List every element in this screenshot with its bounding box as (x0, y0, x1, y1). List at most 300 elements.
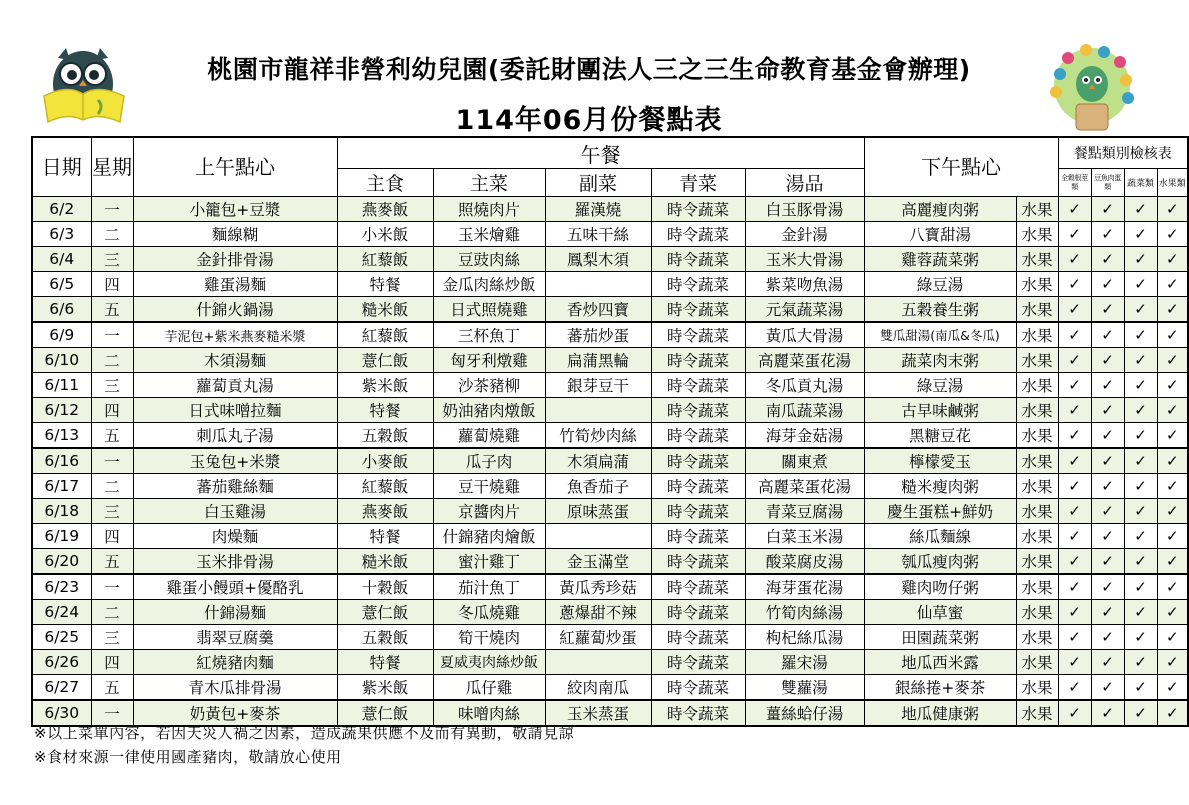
check-mark-cell: ✓ (1091, 322, 1124, 348)
main-dish-cell: 京醬肉片 (433, 499, 545, 524)
staple-cell: 糙米飯 (337, 297, 433, 323)
morning-snack-cell: 日式味噌拉麵 (133, 398, 337, 423)
side-dish-cell (545, 650, 651, 675)
staple-cell: 燕麥飯 (337, 499, 433, 524)
main-dish-cell: 玉米燴雞 (433, 222, 545, 247)
fruit-cell: 水果 (1016, 197, 1058, 222)
check-mark-cell: ✓ (1058, 398, 1091, 423)
afternoon-snack-cell: 雞蓉蔬菜粥 (864, 247, 1016, 272)
weekday-cell: 二 (91, 348, 133, 373)
table-row (32, 398, 1188, 423)
afternoon-snack-cell: 綠豆湯 (864, 373, 1016, 398)
main-dish-cell: 味噌肉絲 (433, 700, 545, 726)
morning-snack-cell: 雞蛋小饅頭+優酪乳 (133, 574, 337, 600)
morning-snack-cell: 翡翠豆腐羹 (133, 625, 337, 650)
soup-cell: 高麗菜蛋花湯 (745, 348, 864, 373)
table-row (32, 423, 1188, 449)
date-cell: 6/23 (32, 574, 91, 600)
table-row (32, 549, 1188, 575)
fruit-cell: 水果 (1016, 423, 1058, 449)
check-mark-cell: ✓ (1091, 625, 1124, 650)
main-dish-cell: 蘿蔔燒雞 (433, 423, 545, 449)
header-check-table: 餐點類別檢核表 (1058, 137, 1188, 169)
date-cell: 6/13 (32, 423, 91, 449)
side-dish-cell: 原味蒸蛋 (545, 499, 651, 524)
vegetable-cell: 時令蔬菜 (651, 373, 745, 398)
vegetable-cell: 時令蔬菜 (651, 574, 745, 600)
side-dish-cell: 鳳梨木須 (545, 247, 651, 272)
soup-cell: 薑絲蛤仔湯 (745, 700, 864, 726)
main-dish-cell: 冬瓜燒雞 (433, 600, 545, 625)
morning-snack-cell: 金針排骨湯 (133, 247, 337, 272)
soup-cell: 南瓜蔬菜湯 (745, 398, 864, 423)
check-mark-cell: ✓ (1157, 448, 1188, 474)
date-cell: 6/26 (32, 650, 91, 675)
vegetable-cell: 時令蔬菜 (651, 448, 745, 474)
morning-snack-cell: 芋泥包+紫米燕麥糙米漿 (133, 322, 337, 348)
check-mark-cell: ✓ (1157, 423, 1188, 449)
table-row (32, 322, 1188, 348)
date-cell: 6/20 (32, 549, 91, 575)
main-dish-cell: 豆豉肉絲 (433, 247, 545, 272)
weekday-cell: 一 (91, 322, 133, 348)
check-mark-cell: ✓ (1091, 348, 1124, 373)
check-mark-cell: ✓ (1058, 373, 1091, 398)
staple-cell: 薏仁飯 (337, 600, 433, 625)
fruit-cell: 水果 (1016, 373, 1058, 398)
check-mark-cell: ✓ (1157, 650, 1188, 675)
vegetable-cell: 時令蔬菜 (651, 222, 745, 247)
main-dish-cell: 瓜仔雞 (433, 675, 545, 701)
header-vegetable: 青菜 (651, 169, 745, 197)
staple-cell: 糙米飯 (337, 549, 433, 575)
check-mark-cell: ✓ (1124, 373, 1157, 398)
soup-cell: 竹筍肉絲湯 (745, 600, 864, 625)
check-mark-cell: ✓ (1124, 549, 1157, 575)
check-mark-cell: ✓ (1058, 675, 1091, 701)
vegetable-cell: 時令蔬菜 (651, 247, 745, 272)
date-cell: 6/4 (32, 247, 91, 272)
check-mark-cell: ✓ (1124, 600, 1157, 625)
fruit-cell: 水果 (1016, 600, 1058, 625)
check-mark-cell: ✓ (1157, 600, 1188, 625)
soup-cell: 海芽蛋花湯 (745, 574, 864, 600)
weekday-cell: 四 (91, 524, 133, 549)
date-cell: 6/12 (32, 398, 91, 423)
soup-cell: 金針湯 (745, 222, 864, 247)
date-cell: 6/11 (32, 373, 91, 398)
main-dish-cell: 瓜子肉 (433, 448, 545, 474)
check-mark-cell: ✓ (1058, 272, 1091, 297)
afternoon-snack-cell: 檸檬愛玉 (864, 448, 1016, 474)
morning-snack-cell: 蕃茄雞絲麵 (133, 474, 337, 499)
vegetable-cell: 時令蔬菜 (651, 423, 745, 449)
weekday-cell: 一 (91, 197, 133, 222)
weekday-cell: 四 (91, 398, 133, 423)
check-mark-cell: ✓ (1157, 348, 1188, 373)
staple-cell: 小米飯 (337, 222, 433, 247)
afternoon-snack-cell: 八寶甜湯 (864, 222, 1016, 247)
vegetable-cell: 時令蔬菜 (651, 348, 745, 373)
check-mark-cell: ✓ (1124, 423, 1157, 449)
check-mark-cell: ✓ (1091, 675, 1124, 701)
date-cell: 6/24 (32, 600, 91, 625)
afternoon-snack-cell: 糙米瘦肉粥 (864, 474, 1016, 499)
check-mark-cell: ✓ (1124, 650, 1157, 675)
check-mark-cell: ✓ (1058, 650, 1091, 675)
weekday-cell: 五 (91, 549, 133, 575)
check-mark-cell: ✓ (1124, 524, 1157, 549)
table-row (32, 222, 1188, 247)
check-mark-cell: ✓ (1124, 574, 1157, 600)
check-mark-cell: ✓ (1058, 524, 1091, 549)
staple-cell: 小麥飯 (337, 448, 433, 474)
side-dish-cell: 五味干絲 (545, 222, 651, 247)
vegetable-cell: 時令蔬菜 (651, 625, 745, 650)
side-dish-cell: 蕃茄炒蛋 (545, 322, 651, 348)
check-mark-cell: ✓ (1091, 524, 1124, 549)
main-dish-cell: 奶油豬肉燉飯 (433, 398, 545, 423)
check-mark-cell: ✓ (1157, 524, 1188, 549)
check-mark-cell: ✓ (1091, 474, 1124, 499)
table-row (32, 650, 1188, 675)
weekday-cell: 一 (91, 700, 133, 726)
table-row (32, 348, 1188, 373)
afternoon-snack-cell: 地瓜西米露 (864, 650, 1016, 675)
fruit-cell: 水果 (1016, 625, 1058, 650)
check-mark-cell: ✓ (1124, 322, 1157, 348)
check-mark-cell: ✓ (1058, 222, 1091, 247)
check-mark-cell: ✓ (1157, 373, 1188, 398)
afternoon-snack-cell: 絲瓜麵線 (864, 524, 1016, 549)
check-mark-cell: ✓ (1124, 625, 1157, 650)
side-dish-cell: 竹筍炒肉絲 (545, 423, 651, 449)
check-mark-cell: ✓ (1058, 197, 1091, 222)
check-mark-cell: ✓ (1124, 297, 1157, 323)
fruit-cell: 水果 (1016, 222, 1058, 247)
weekday-cell: 二 (91, 600, 133, 625)
check-mark-cell: ✓ (1058, 247, 1091, 272)
table-row (32, 272, 1188, 297)
check-mark-cell: ✓ (1124, 197, 1157, 222)
afternoon-snack-cell: 五穀養生粥 (864, 297, 1016, 323)
table-row (32, 675, 1188, 701)
main-dish-cell: 金瓜肉絲炒飯 (433, 272, 545, 297)
morning-snack-cell: 蘿蔔貢丸湯 (133, 373, 337, 398)
check-mark-cell: ✓ (1157, 700, 1188, 726)
weekday-cell: 四 (91, 272, 133, 297)
header-side-dish: 副菜 (545, 169, 651, 197)
staple-cell: 燕麥飯 (337, 197, 433, 222)
weekday-cell: 五 (91, 297, 133, 323)
fruit-cell: 水果 (1016, 398, 1058, 423)
date-cell: 6/30 (32, 700, 91, 726)
side-dish-cell: 黃瓜秀珍菇 (545, 574, 651, 600)
vegetable-cell: 時令蔬菜 (651, 600, 745, 625)
fruit-cell: 水果 (1016, 700, 1058, 726)
fruit-cell: 水果 (1016, 348, 1058, 373)
check-mark-cell: ✓ (1157, 549, 1188, 575)
side-dish-cell: 羅漢燒 (545, 197, 651, 222)
soup-cell: 酸菜腐皮湯 (745, 549, 864, 575)
check-mark-cell: ✓ (1091, 700, 1124, 726)
weekday-cell: 一 (91, 448, 133, 474)
main-dish-cell: 三杯魚丁 (433, 322, 545, 348)
morning-snack-cell: 刺瓜丸子湯 (133, 423, 337, 449)
fruit-cell: 水果 (1016, 549, 1058, 575)
vegetable-cell: 時令蔬菜 (651, 700, 745, 726)
staple-cell: 紫米飯 (337, 675, 433, 701)
morning-snack-cell: 木須湯麵 (133, 348, 337, 373)
side-dish-cell: 蔥爆甜不辣 (545, 600, 651, 625)
soup-cell: 海芽金菇湯 (745, 423, 864, 449)
soup-cell: 元氣蔬菜湯 (745, 297, 864, 323)
check-mark-cell: ✓ (1091, 423, 1124, 449)
main-dish-cell: 照燒肉片 (433, 197, 545, 222)
check-mark-cell: ✓ (1058, 448, 1091, 474)
table-row (32, 197, 1188, 222)
check-mark-cell: ✓ (1124, 448, 1157, 474)
morning-snack-cell: 雞蛋湯麵 (133, 272, 337, 297)
header-afternoon-snack: 下午點心 (864, 137, 1058, 197)
soup-cell: 白玉豚骨湯 (745, 197, 864, 222)
check-mark-cell: ✓ (1058, 423, 1091, 449)
weekday-cell: 三 (91, 625, 133, 650)
title-line-1: 桃園市龍祥非營利幼兒園(委託財團法人三之三生命教育基金會辦理) (207, 55, 971, 84)
weekday-cell: 二 (91, 474, 133, 499)
header-morning-snack: 上午點心 (133, 137, 337, 197)
date-cell: 6/25 (32, 625, 91, 650)
morning-snack-cell: 青木瓜排骨湯 (133, 675, 337, 701)
staple-cell: 特餐 (337, 272, 433, 297)
table-row (32, 448, 1188, 474)
fruit-cell: 水果 (1016, 247, 1058, 272)
morning-snack-cell: 奶黃包+麥茶 (133, 700, 337, 726)
morning-snack-cell: 紅燒豬肉麵 (133, 650, 337, 675)
fruit-cell: 水果 (1016, 272, 1058, 297)
fruit-cell: 水果 (1016, 474, 1058, 499)
side-dish-cell: 金玉滿堂 (545, 549, 651, 575)
fruit-cell: 水果 (1016, 322, 1058, 348)
side-dish-cell: 木須扁蒲 (545, 448, 651, 474)
vegetable-cell: 時令蔬菜 (651, 297, 745, 323)
main-dish-cell: 蜜汁雞丁 (433, 549, 545, 575)
main-dish-cell: 夏威夷肉絲炒飯 (433, 650, 545, 675)
date-cell: 6/10 (32, 348, 91, 373)
meal-table (31, 136, 1189, 727)
fruit-cell: 水果 (1016, 574, 1058, 600)
check-mark-cell: ✓ (1157, 322, 1188, 348)
weekday-cell: 三 (91, 373, 133, 398)
main-dish-cell: 筍干燒肉 (433, 625, 545, 650)
check-mark-cell: ✓ (1157, 474, 1188, 499)
header-date: 日期 (32, 137, 91, 197)
date-cell: 6/27 (32, 675, 91, 701)
afternoon-snack-cell: 高麗瘦肉粥 (864, 197, 1016, 222)
check-mark-cell: ✓ (1091, 197, 1124, 222)
vegetable-cell: 時令蔬菜 (651, 675, 745, 701)
staple-cell: 紫米飯 (337, 373, 433, 398)
check-mark-cell: ✓ (1124, 348, 1157, 373)
date-cell: 6/17 (32, 474, 91, 499)
vegetable-cell: 時令蔬菜 (651, 398, 745, 423)
weekday-cell: 四 (91, 650, 133, 675)
table-row (32, 373, 1188, 398)
staple-cell: 薏仁飯 (337, 348, 433, 373)
afternoon-snack-cell: 蔬菜肉末粥 (864, 348, 1016, 373)
check-mark-cell: ✓ (1124, 398, 1157, 423)
check-mark-cell: ✓ (1157, 197, 1188, 222)
staple-cell: 紅藜飯 (337, 474, 433, 499)
check-mark-cell: ✓ (1091, 297, 1124, 323)
date-cell: 6/9 (32, 322, 91, 348)
check-mark-cell: ✓ (1157, 499, 1188, 524)
vegetable-cell: 時令蔬菜 (651, 549, 745, 575)
check-mark-cell: ✓ (1058, 499, 1091, 524)
main-dish-cell: 匈牙利燉雞 (433, 348, 545, 373)
soup-cell: 白菜玉米湯 (745, 524, 864, 549)
afternoon-snack-cell: 瓠瓜瘦肉粥 (864, 549, 1016, 575)
date-cell: 6/2 (32, 197, 91, 222)
morning-snack-cell: 白玉雞湯 (133, 499, 337, 524)
afternoon-snack-cell: 仙草蜜 (864, 600, 1016, 625)
soup-cell: 高麗菜蛋花湯 (745, 474, 864, 499)
check-mark-cell: ✓ (1124, 499, 1157, 524)
afternoon-snack-cell: 銀絲捲+麥茶 (864, 675, 1016, 701)
afternoon-snack-cell: 雞肉吻仔粥 (864, 574, 1016, 600)
table-row (32, 625, 1188, 650)
footnote-1: ※以上菜單內容，若因天災人禍之因素，造成蔬果供應不及而有異動，敬請見諒 (34, 724, 575, 742)
soup-cell: 關東煮 (745, 448, 864, 474)
soup-cell: 雙蘿湯 (745, 675, 864, 701)
side-dish-cell: 魚香茄子 (545, 474, 651, 499)
header-main-dish: 主菜 (433, 169, 545, 197)
vegetable-cell: 時令蔬菜 (651, 650, 745, 675)
afternoon-snack-cell: 田園蔬菜粥 (864, 625, 1016, 650)
header-soup: 湯品 (745, 169, 864, 197)
table-row (32, 574, 1188, 600)
morning-snack-cell: 什錦火鍋湯 (133, 297, 337, 323)
afternoon-snack-cell: 綠豆湯 (864, 272, 1016, 297)
weekday-cell: 三 (91, 499, 133, 524)
date-cell: 6/16 (32, 448, 91, 474)
weekday-cell: 三 (91, 247, 133, 272)
check-mark-cell: ✓ (1124, 675, 1157, 701)
soup-cell: 玉米大骨湯 (745, 247, 864, 272)
side-dish-cell (545, 524, 651, 549)
header-check-vegetable: 蔬菜類 (1124, 169, 1157, 197)
afternoon-snack-cell: 慶生蛋糕+鮮奶 (864, 499, 1016, 524)
vegetable-cell: 時令蔬菜 (651, 322, 745, 348)
soup-cell: 枸杞絲瓜湯 (745, 625, 864, 650)
vegetable-cell: 時令蔬菜 (651, 524, 745, 549)
side-dish-cell (545, 398, 651, 423)
staple-cell: 五穀飯 (337, 423, 433, 449)
date-cell: 6/5 (32, 272, 91, 297)
side-dish-cell: 銀芽豆干 (545, 373, 651, 398)
title-line-2: 114年06月份餐點表 (455, 105, 723, 136)
side-dish-cell: 玉米蒸蛋 (545, 700, 651, 726)
weekday-cell: 二 (91, 222, 133, 247)
footnote-2: ※食材來源一律使用國產豬肉，敬請放心使用 (34, 748, 342, 766)
check-mark-cell: ✓ (1058, 348, 1091, 373)
morning-snack-cell: 肉燥麵 (133, 524, 337, 549)
check-mark-cell: ✓ (1124, 247, 1157, 272)
soup-cell: 青菜豆腐湯 (745, 499, 864, 524)
staple-cell: 紅藜飯 (337, 247, 433, 272)
check-mark-cell: ✓ (1091, 272, 1124, 297)
fruit-cell: 水果 (1016, 675, 1058, 701)
check-mark-cell: ✓ (1157, 222, 1188, 247)
staple-cell: 特餐 (337, 650, 433, 675)
check-mark-cell: ✓ (1091, 222, 1124, 247)
main-dish-cell: 日式照燒雞 (433, 297, 545, 323)
side-dish-cell: 紅蘿蔔炒蛋 (545, 625, 651, 650)
header-staple: 主食 (337, 169, 433, 197)
fruit-cell: 水果 (1016, 650, 1058, 675)
check-mark-cell: ✓ (1124, 474, 1157, 499)
check-mark-cell: ✓ (1091, 650, 1124, 675)
vegetable-cell: 時令蔬菜 (651, 474, 745, 499)
main-dish-cell: 什錦豬肉燴飯 (433, 524, 545, 549)
morning-snack-cell: 什錦湯麵 (133, 600, 337, 625)
check-mark-cell: ✓ (1157, 675, 1188, 701)
weekday-cell: 一 (91, 574, 133, 600)
afternoon-snack-cell: 黑糖豆花 (864, 423, 1016, 449)
check-mark-cell: ✓ (1157, 574, 1188, 600)
fruit-cell: 水果 (1016, 499, 1058, 524)
table-row (32, 499, 1188, 524)
afternoon-snack-cell: 古早味鹹粥 (864, 398, 1016, 423)
header-weekday: 星期 (91, 137, 133, 197)
check-mark-cell: ✓ (1157, 625, 1188, 650)
date-cell: 6/18 (32, 499, 91, 524)
check-mark-cell: ✓ (1058, 549, 1091, 575)
morning-snack-cell: 小籠包+豆漿 (133, 197, 337, 222)
side-dish-cell: 扁蒲黑輪 (545, 348, 651, 373)
check-mark-cell: ✓ (1157, 398, 1188, 423)
soup-cell: 紫菜吻魚湯 (745, 272, 864, 297)
check-mark-cell: ✓ (1091, 373, 1124, 398)
check-mark-cell: ✓ (1058, 600, 1091, 625)
main-dish-cell: 茄汁魚丁 (433, 574, 545, 600)
weekday-cell: 五 (91, 423, 133, 449)
check-mark-cell: ✓ (1157, 272, 1188, 297)
main-dish-cell: 沙茶豬柳 (433, 373, 545, 398)
check-mark-cell: ✓ (1058, 700, 1091, 726)
morning-snack-cell: 麵線糊 (133, 222, 337, 247)
soup-cell: 黃瓜大骨湯 (745, 322, 864, 348)
staple-cell: 紅藜飯 (337, 322, 433, 348)
check-mark-cell: ✓ (1091, 398, 1124, 423)
side-dish-cell: 絞肉南瓜 (545, 675, 651, 701)
check-mark-cell: ✓ (1124, 700, 1157, 726)
check-mark-cell: ✓ (1157, 297, 1188, 323)
fruit-cell: 水果 (1016, 524, 1058, 549)
check-mark-cell: ✓ (1091, 247, 1124, 272)
check-mark-cell: ✓ (1091, 499, 1124, 524)
staple-cell: 十穀飯 (337, 574, 433, 600)
check-mark-cell: ✓ (1058, 297, 1091, 323)
check-mark-cell: ✓ (1124, 222, 1157, 247)
staple-cell: 薏仁飯 (337, 700, 433, 726)
table-row (32, 474, 1188, 499)
morning-snack-cell: 玉米排骨湯 (133, 549, 337, 575)
table-row (32, 600, 1188, 625)
soup-cell: 羅宋湯 (745, 650, 864, 675)
vegetable-cell: 時令蔬菜 (651, 197, 745, 222)
check-mark-cell: ✓ (1091, 600, 1124, 625)
